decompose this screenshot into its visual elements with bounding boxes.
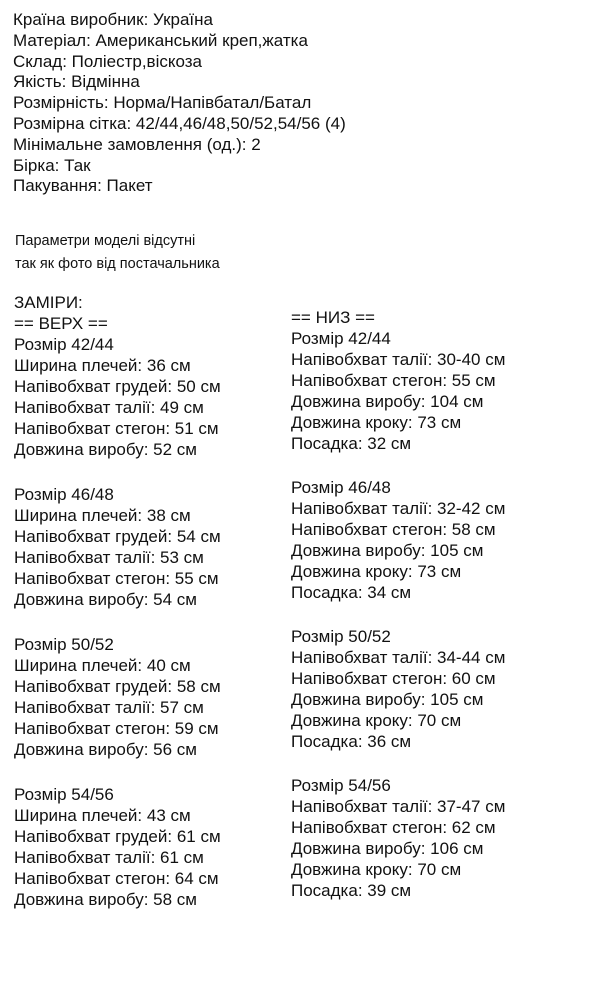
measurement-line: Довжина кроку: 70 см	[291, 860, 462, 879]
top-size-block	[14, 334, 221, 460]
measurement-line: Напівобхват стегон: 51 см	[14, 419, 219, 438]
product-info	[13, 10, 346, 197]
size-label: Розмір 50/52	[14, 635, 114, 654]
info-country: Країна виробник: Україна	[13, 10, 213, 29]
measurement-line: Напівобхват стегон: 58 см	[291, 520, 496, 539]
measurement-line: Напівобхват грудей: 58 см	[14, 677, 221, 696]
measurement-line: Напівобхват талії: 34-44 см	[291, 648, 506, 667]
measurement-line: Довжина кроку: 73 см	[291, 413, 462, 432]
measurement-line: Ширина плечей: 38 см	[14, 506, 191, 525]
measurement-line: Довжина виробу: 105 см	[291, 541, 484, 560]
info-composition: Склад: Поліестр,віскоза	[13, 51, 203, 71]
bottom-size-block	[291, 775, 505, 901]
measurement-line: Посадка: 39 см	[291, 881, 412, 900]
size-label: Розмір 54/56	[291, 776, 391, 795]
top-measurements	[14, 292, 221, 910]
measurement-line: Посадка: 36 см	[291, 732, 412, 751]
measurement-line: Напівобхват стегон: 55 см	[291, 371, 496, 390]
measurement-line: Напівобхват талії: 53 см	[14, 548, 204, 567]
measurement-line: Напівобхват грудей: 50 см	[14, 377, 221, 396]
measurement-line: Напівобхват талії: 32-42 см	[291, 499, 506, 518]
top-size-block	[14, 784, 221, 910]
measurement-line: Посадка: 32 см	[291, 434, 412, 453]
measurement-line: Напівобхват грудей: 61 см	[14, 827, 221, 846]
size-label: Розмір 46/48	[14, 485, 114, 504]
top-size-block	[14, 634, 221, 760]
measurement-line: Довжина виробу: 56 см	[14, 740, 197, 759]
measurement-line: Напівобхват талії: 30-40 см	[291, 350, 506, 369]
measurement-line: Довжина виробу: 104 см	[291, 392, 484, 411]
measurements-title: ЗАМІРИ:	[14, 293, 83, 312]
measurement-line: Напівобхват талії: 61 см	[14, 848, 204, 867]
bottom-size-block	[291, 477, 505, 603]
info-sizing: Розмірність: Норма/Напівбатал/Батал	[13, 93, 312, 113]
size-label: Розмір 50/52	[291, 627, 391, 646]
measurement-line: Посадка: 34 см	[291, 583, 412, 602]
model-note	[15, 230, 220, 276]
info-material: Матеріал: Американський креп,жатка	[13, 30, 308, 50]
measurement-line: Ширина плечей: 43 см	[14, 806, 191, 825]
size-label: Розмір 46/48	[291, 478, 391, 497]
size-label: Розмір 42/44	[14, 335, 114, 354]
measurement-line: Довжина кроку: 70 см	[291, 711, 462, 730]
measurement-line: Ширина плечей: 36 см	[14, 356, 191, 375]
measurement-line: Напівобхват стегон: 64 см	[14, 869, 219, 888]
bottom-measurements	[291, 307, 505, 901]
info-min-order: Мінімальне замовлення (од.): 2	[13, 134, 261, 154]
measurement-line: Напівобхват стегон: 60 см	[291, 669, 496, 688]
measurement-line: Напівобхват стегон: 55 см	[14, 569, 219, 588]
size-label: Розмір 54/56	[14, 785, 114, 804]
measurement-line: Довжина виробу: 52 см	[14, 440, 197, 459]
measurement-line: Напівобхват талії: 49 см	[14, 398, 204, 417]
top-title: == ВЕРХ ==	[14, 314, 108, 333]
measurement-line: Напівобхват грудей: 54 см	[14, 527, 221, 546]
measurement-line: Довжина виробу: 105 см	[291, 690, 484, 709]
note-line: Параметри моделі відсутні	[15, 233, 196, 249]
measurement-line: Ширина плечей: 40 см	[14, 656, 191, 675]
measurement-line: Довжина виробу: 54 см	[14, 590, 197, 609]
measurement-line: Довжина кроку: 73 см	[291, 562, 462, 581]
bottom-size-block	[291, 328, 505, 454]
info-packaging: Пакування: Пакет	[13, 176, 153, 196]
measurement-line: Напівобхват талії: 37-47 см	[291, 797, 506, 816]
bottom-size-block	[291, 626, 505, 752]
info-size-grid: Розмірна сітка: 42/44,46/48,50/52,54/56 (4)	[13, 113, 346, 133]
measurement-line: Довжина виробу: 106 см	[291, 839, 484, 858]
top-size-block	[14, 484, 221, 610]
bottom-title: == НИЗ ==	[291, 308, 375, 327]
measurement-line: Напівобхват талії: 57 см	[14, 698, 204, 717]
note-line: так як фото від постачальника	[15, 256, 220, 272]
info-quality: Якість: Відмінна	[13, 72, 140, 92]
info-tag: Бірка: Так	[13, 155, 91, 175]
measurement-line: Напівобхват стегон: 59 см	[14, 719, 219, 738]
measurement-line: Довжина виробу: 58 см	[14, 890, 197, 909]
size-label: Розмір 42/44	[291, 329, 391, 348]
measurement-line: Напівобхват стегон: 62 см	[291, 818, 496, 837]
